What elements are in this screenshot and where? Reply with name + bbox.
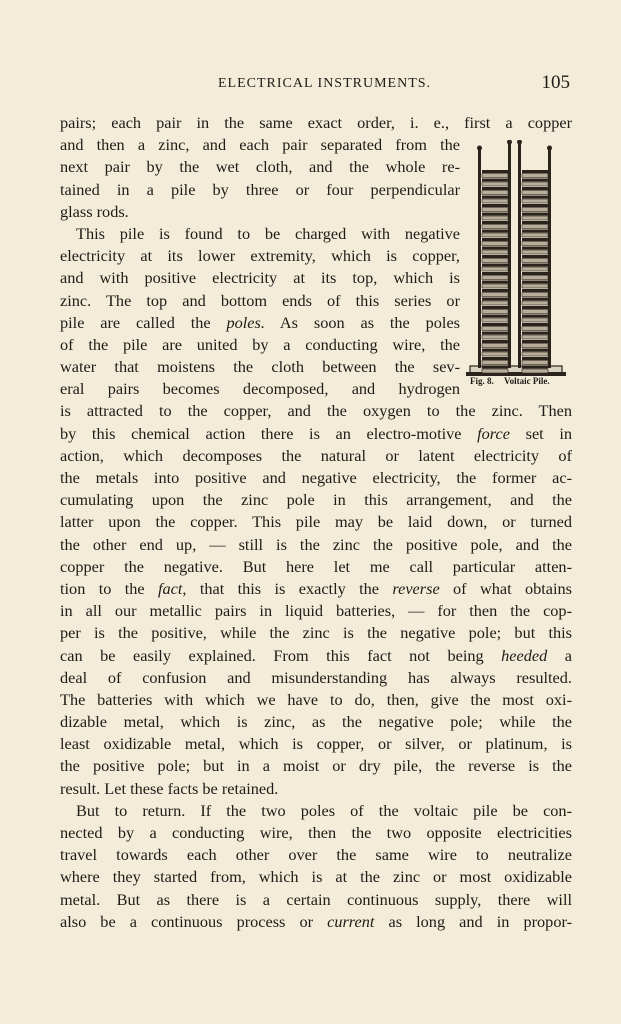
text-run: of what obtains xyxy=(439,578,573,598)
text-line: deal of confusion and misunderstanding has always resulted. xyxy=(60,667,572,687)
text-line: nected by a conducting wire, then the two opposite electricities xyxy=(60,823,572,842)
text-line: dizable metal, which is zinc, as the negative pole; while the xyxy=(60,712,572,732)
text-line: eral pairs becomes decomposed, and hydrogen xyxy=(60,379,460,399)
text-line: copper the negative. But here let me call particular atten- xyxy=(60,556,572,576)
emphasis: heeded xyxy=(501,645,548,665)
text-line: zinc. The top and bottom ends of this series or xyxy=(60,290,460,310)
text-line: pairs; each pair in the same exact order, i. e., first a copper xyxy=(60,113,572,132)
emphasis: fact xyxy=(157,578,183,598)
text-line xyxy=(60,578,572,600)
text-line: water that moistens the cloth between the sev- xyxy=(60,357,460,377)
text-run: a xyxy=(547,645,573,665)
emphasis: current xyxy=(327,911,375,931)
text-line: glass rods. xyxy=(60,201,129,221)
text-line: of the pile are united by a conducting wire, the xyxy=(60,334,460,354)
running-head xyxy=(60,74,572,98)
text-line: This pile is found to be charged with negative xyxy=(76,223,460,243)
text-run: pile are called the xyxy=(60,312,227,332)
text-line: the metals into positive and negative electricity, the former ac- xyxy=(60,468,572,487)
text-line: is attracted to the copper, and the oxygen to the zinc. Then xyxy=(60,401,572,421)
body-text xyxy=(60,112,572,933)
text-run: as long and in propor- xyxy=(374,911,572,931)
text-line: where they started from, which is at the zinc or most oxidizable xyxy=(60,867,572,887)
figure-label: Fig. 8. xyxy=(470,376,494,386)
emphasis: reverse xyxy=(392,578,440,598)
text-run: set in xyxy=(509,423,573,443)
text-line xyxy=(60,911,572,933)
text-line: The batteries with which we have to do, then, give the most oxi- xyxy=(60,689,572,709)
text-line: per is the positive, while the zinc is the negative pole; but this xyxy=(60,623,572,643)
text-line: result. Let these facts be retained. xyxy=(60,778,279,798)
running-title: ELECTRICAL INSTRUMENTS. xyxy=(218,76,432,91)
text-line xyxy=(60,645,572,667)
text-line: the positive pole; but in a moist or dry pile, the reverse is the xyxy=(60,756,572,776)
text-line: action, which decomposes the natural or latent electricity of xyxy=(60,445,572,465)
emphasis: force xyxy=(477,423,510,443)
text-line: in all our metallic pairs in liquid batteries, — for then the cop- xyxy=(60,601,572,621)
emphasis: poles. xyxy=(226,312,265,332)
text-line: and with positive electricity at its top, which is xyxy=(60,268,460,288)
text-line: tained in a pile by three or four perpendicular xyxy=(60,179,460,199)
text-line xyxy=(60,423,572,445)
text-run: As soon as the poles xyxy=(264,312,461,332)
text-line xyxy=(60,312,460,334)
page-number: 105 xyxy=(541,72,570,93)
text-line: cumulating upon the zinc pole in this arrangement, and the xyxy=(60,490,572,510)
text-line: travel towards each other over the same wire to neutralize xyxy=(60,845,572,865)
text-line: electricity at its lower extremity, which is copper, xyxy=(60,246,460,266)
text-line: the other end up, — still is the zinc the positive pole, and the xyxy=(60,534,572,554)
text-run: , that this is exactly the xyxy=(182,578,393,598)
text-run: can be easily explained. From this fact not being xyxy=(60,645,502,665)
text-run: also be a continuous process or xyxy=(60,911,328,931)
text-line: least oxidizable metal, which is copper, or silver, or platinum, is xyxy=(60,734,572,754)
text-line: latter upon the copper. This pile may be laid down, or turned xyxy=(60,512,572,532)
text-run: by this chemical action there is an electro-motive xyxy=(60,423,478,443)
text-line: But to return. If the two poles of the voltaic pile be con- xyxy=(76,800,572,820)
text-line: metal. But as there is a certain continuous supply, there will xyxy=(60,889,572,909)
text-line: next pair by the wet cloth, and the whole re- xyxy=(60,157,460,177)
figure-title: Voltaic Pile. xyxy=(504,376,550,386)
text-run: tion to the xyxy=(60,578,158,598)
text-line: and then a zinc, and each pair separated from the xyxy=(60,135,460,155)
